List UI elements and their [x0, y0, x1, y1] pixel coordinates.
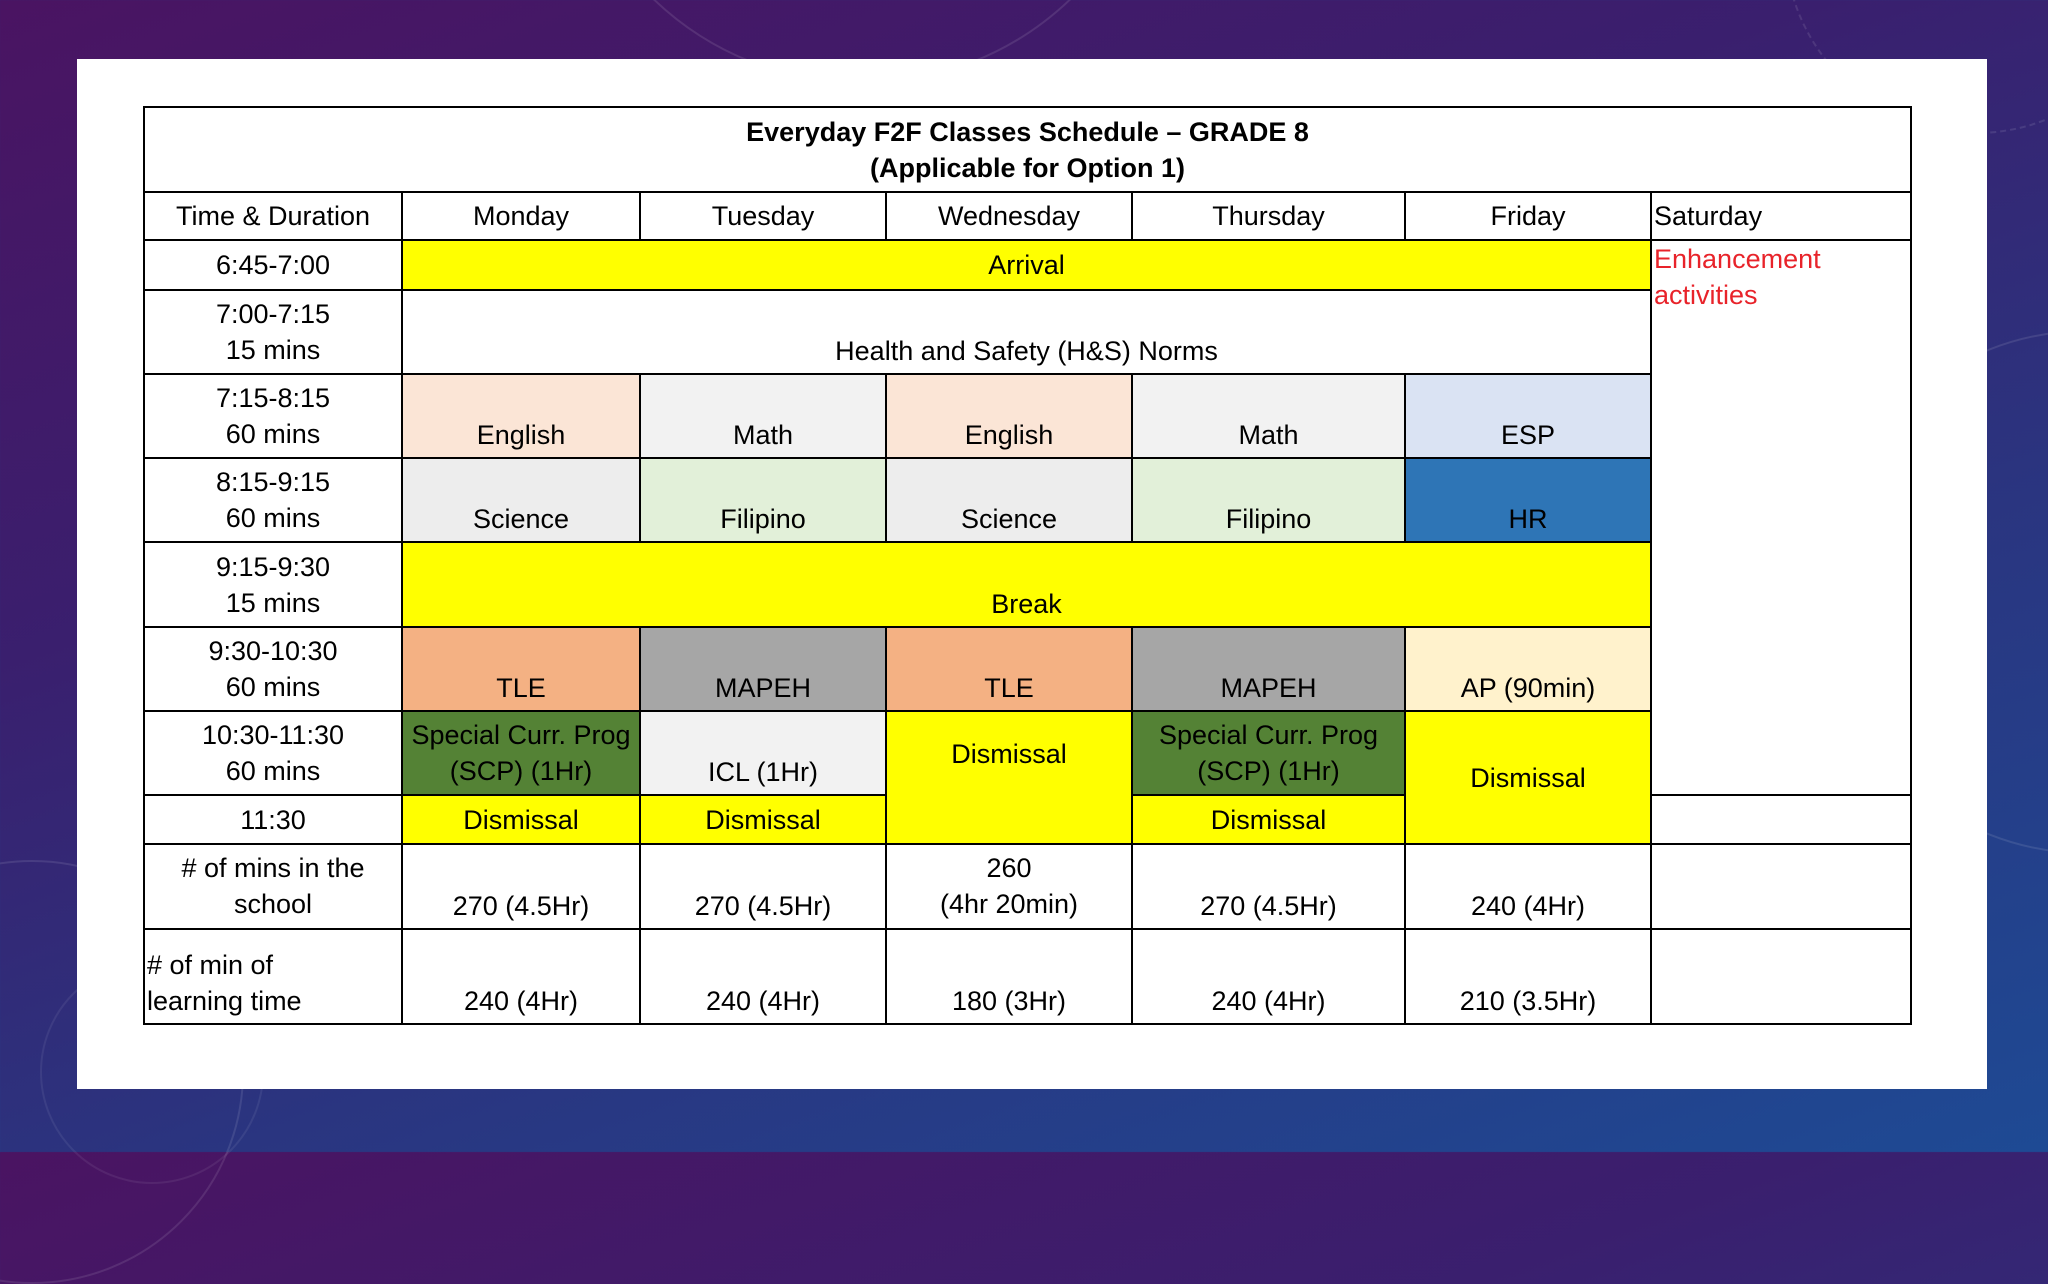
title-row: [144, 107, 1911, 192]
class-cell-thursday: [1132, 711, 1405, 795]
class-cell-thursday: Filipino: [1132, 458, 1405, 542]
schedule-row: [144, 458, 1911, 542]
scp-line-1: Special Curr. Prog: [411, 720, 631, 751]
schedule-row: [144, 711, 1911, 795]
title-line-2: (Applicable for Option 1): [870, 152, 1186, 183]
slide-panel: [77, 59, 1987, 1089]
learning-cell-thursday: 240 (4Hr): [1132, 929, 1405, 1024]
saturday-enhancement-cell: [1651, 240, 1911, 795]
time-cell: [144, 458, 402, 542]
mins-line-2: (4hr 20min): [939, 889, 1079, 920]
saturday-empty-cell: [1651, 795, 1911, 844]
class-cell-wednesday: TLE: [886, 627, 1132, 711]
time-range: 7:15-8:15: [215, 382, 331, 413]
scp-line-2: (SCP) (1Hr): [1197, 756, 1340, 787]
schedule-table: [143, 106, 1912, 1025]
label-line-1: # of mins in the: [181, 853, 365, 884]
time-cell: [144, 795, 402, 844]
saturday-note-line-2: activities: [1654, 280, 1758, 311]
learning-time-label: [144, 929, 402, 1024]
header-friday: Friday: [1405, 192, 1651, 240]
class-cell-tuesday: MAPEH: [640, 627, 886, 711]
class-cell-monday: Science: [402, 458, 640, 542]
header-saturday: Saturday: [1651, 192, 1911, 240]
class-cell-thursday: Math: [1132, 374, 1405, 458]
scp-line-1: Special Curr. Prog: [1158, 720, 1379, 751]
class-cell-monday: [402, 711, 640, 795]
learning-cell-friday: 210 (3.5Hr): [1405, 929, 1651, 1024]
saturday-empty-cell: [1651, 844, 1911, 928]
learning-cell-tuesday: 240 (4Hr): [640, 929, 886, 1024]
mins-line-1: 260: [986, 853, 1032, 884]
class-cell-monday: English: [402, 374, 640, 458]
time-cell: [144, 542, 402, 626]
time-duration: 15 mins: [225, 587, 321, 618]
class-cell-tuesday: Math: [640, 374, 886, 458]
label-line-2: learning time: [147, 986, 302, 1016]
time-range: 8:15-9:15: [215, 467, 331, 498]
mins-cell-tuesday: 270 (4.5Hr): [640, 844, 886, 928]
header-wednesday: Wednesday: [886, 192, 1132, 240]
learning-cell-wednesday: 180 (3Hr): [886, 929, 1132, 1024]
schedule-title: [144, 107, 1911, 192]
scp-line-2: (SCP) (1Hr): [449, 756, 593, 787]
class-cell-friday: ESP: [1405, 374, 1651, 458]
time-range: 7:00-7:15: [215, 298, 331, 329]
time-duration: 60 mins: [225, 503, 321, 534]
hs-norms-cell: Health and Safety (H&S) Norms: [402, 290, 1651, 374]
saturday-note-line-1: Enhancement: [1654, 244, 1821, 275]
learning-time-row: [144, 929, 1911, 1024]
class-cell-friday: HR: [1405, 458, 1651, 542]
class-cell-tuesday: ICL (1Hr): [640, 711, 886, 795]
header-thursday: Thursday: [1132, 192, 1405, 240]
mins-in-school-label: [144, 844, 402, 928]
class-cell-wednesday: English: [886, 374, 1132, 458]
title-line-1: Everyday F2F Classes Schedule – GRADE 8: [746, 116, 1309, 147]
time-cell: [144, 627, 402, 711]
learning-cell-monday: 240 (4Hr): [402, 929, 640, 1024]
saturday-empty-cell: [1651, 929, 1911, 1024]
mins-cell-monday: 270 (4.5Hr): [402, 844, 640, 928]
label-line-1: # of min of: [147, 950, 274, 980]
mins-in-school-row: [144, 844, 1911, 928]
dismissal-cell-thursday: Dismissal: [1132, 795, 1405, 844]
schedule-row: [144, 627, 1911, 711]
time-duration: 60 mins: [225, 418, 321, 449]
dismissal-cell-friday: Dismissal: [1405, 711, 1651, 844]
schedule-row: [144, 542, 1911, 626]
schedule-row: [144, 240, 1911, 289]
header-monday: Monday: [402, 192, 640, 240]
class-cell-tuesday: Filipino: [640, 458, 886, 542]
mins-cell-wednesday: [886, 844, 1132, 928]
header-time-duration: Time & Duration: [144, 192, 402, 240]
time-cell: [144, 240, 402, 289]
time-cell: [144, 290, 402, 374]
time-duration: 60 mins: [225, 671, 321, 702]
time-range: 9:15-9:30: [215, 551, 331, 582]
class-cell-friday: AP (90min): [1405, 627, 1651, 711]
mins-cell-thursday: 270 (4.5Hr): [1132, 844, 1405, 928]
time-cell: [144, 711, 402, 795]
time-range: 6:45-7:00: [215, 250, 331, 280]
class-cell-wednesday: Science: [886, 458, 1132, 542]
break-cell: Break: [402, 542, 1651, 626]
header-row: [144, 192, 1911, 240]
dismissal-cell-tuesday: Dismissal: [640, 795, 886, 844]
schedule-row: [144, 290, 1911, 374]
dismissal-cell-wednesday: Dismissal: [886, 711, 1132, 844]
time-range: 11:30: [240, 804, 306, 835]
class-cell-thursday: MAPEH: [1132, 627, 1405, 711]
time-duration: 15 mins: [225, 334, 321, 365]
header-tuesday: Tuesday: [640, 192, 886, 240]
mins-cell-friday: 240 (4Hr): [1405, 844, 1651, 928]
time-cell: [144, 374, 402, 458]
class-cell-monday: TLE: [402, 627, 640, 711]
time-range: 10:30-11:30: [201, 720, 345, 751]
arrival-cell: Arrival: [402, 240, 1651, 289]
dismissal-cell-monday: Dismissal: [402, 795, 640, 844]
time-range: 9:30-10:30: [208, 635, 338, 666]
label-line-2: school: [233, 889, 313, 920]
schedule-row: [144, 374, 1911, 458]
time-duration: 60 mins: [225, 756, 321, 787]
